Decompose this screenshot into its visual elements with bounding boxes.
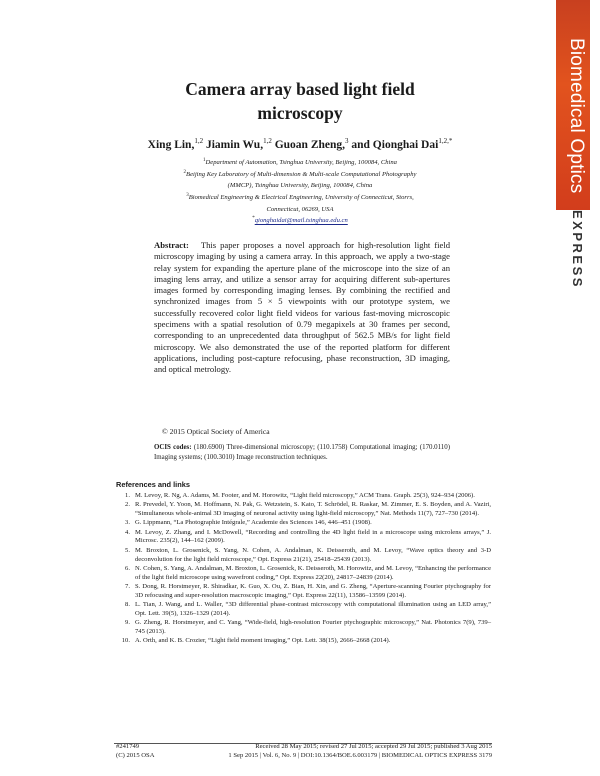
copyright-notice: © 2015 Optical Society of America — [162, 427, 270, 436]
author-name: and Qionghai Dai — [351, 138, 439, 151]
journal-subtitle: EXPRESS — [570, 210, 585, 289]
manuscript-id: #241749 — [116, 743, 140, 750]
affiliation-list — [140, 156, 460, 226]
author-list — [120, 137, 480, 151]
author-name: Guoan Zheng, — [274, 138, 346, 151]
author-name: Xing Lin, — [147, 138, 195, 151]
reference-item: 8. L. Tian, J. Wang, and L. Waller, “3D differential phase-contrast microscopy with computational illumination using an LED array,” Opt. Lett. 39(5), 1326–1329 (2014). — [125, 600, 491, 617]
ocis-text: (180.6900) Three-dimensional microscopy; (110.1758) Computational imaging; (170.0110) Imaging systems; (100.3010) Image reconstruction techniques. — [154, 444, 450, 461]
reference-item: 1. M. Levoy, R. Ng, A. Adams, M. Footer, and M. Horowitz, “Light field microscopy,” ACM Trans. Graph. 25(3), 924–934 (2006). — [125, 492, 475, 499]
reference-item: 4. M. Levoy, Z. Zhang, and I. McDowell, “Recording and controlling the 4D light field in a microscope using microlens arrays,” J. Microsc. 235(2), 144–162 (2009). — [125, 528, 491, 545]
affiliation-line: $^2$Beijing Key Laboratory of Multi-dimension & Multi-scale Computational Photography — [183, 169, 417, 178]
affiliation-line: (MMCP), Tsinghua University, Beijing, 100084, China — [227, 182, 373, 190]
reference-item: 7. S. Dong, R. Horstmeyer, R. Shiradkar, K. Guo, X. Ou, Z. Bian, H. Xin, and G. Zheng, “Aperture-scanning Fourier ptychography for 3D refocusing and super-resolution macroscopic imaging,” Opt. Express 22(11), 13586–13599 (2014). — [125, 582, 491, 599]
abstract-text: This paper proposes a novel approach for high-resolution light field microscopy imaging by using a camera array. In this approach, we apply a two-stage relay system for expanding the aperture plane of the microscope into the size of an imaging lens array, and utilize a sensor array for acquiring different sub-apertures images formed by corresponding imaging lenses. By combining the rectified and synchronized images from 5 × 5 viewpoints with our prototype system, we successfully recovered color light field videos for various fast-moving microscopic specimens with a spatial resolution of 0.79 megapixels at 30 frames per second, corresponding to an unprecedented data throughput of 562.5 MB/s for light field microscopy. We also demonstrated the use of the reported platform for different applications, including post-capture refocusing, phase reconstruction, 3D imaging, and optical metrology. — [154, 240, 450, 375]
author-name: Jiamin Wu, — [205, 138, 264, 151]
reference-item: 5. M. Broxton, L. Grosenick, S. Yang, N. Cohen, A. Andalman, K. Deisseroth, and M. Levoy, “Wave optics theory and 3-D deconvolution for the light field microscope,” Opt. Express 21(21), 25418–25439 (2013). — [125, 546, 491, 563]
author-affiliation-mark: 1,2 — [194, 137, 204, 145]
ocis-codes — [154, 443, 450, 462]
email-link[interactable]: qionghaidai@mail.tsinghua.edu.cn — [254, 217, 348, 225]
reference-list — [116, 492, 491, 646]
abstract — [154, 240, 450, 376]
publication-dates: Received 28 May 2015; revised 27 Jul 2015; accepted 29 Jul 2015; published 3 Aug 2015 — [255, 743, 492, 750]
journal-name: Biomedical Optics — [566, 38, 587, 194]
reference-item: 6. N. Cohen, S. Yang, A. Andalman, M. Broxton, L. Grosenick, K. Deisseroth, M. Horowitz, and M. Levoy, “Enhancing the performance of the light field microscope using wavefront coding,” Opt. Express 22(20), 24817–24839 (2014). — [125, 564, 491, 581]
paper-title — [150, 77, 450, 125]
corresponding-email: *qionghaidai@mail.tsinghua.edu.cn — [252, 216, 348, 225]
author-affiliation-mark: 1,2 — [263, 137, 272, 145]
affiliation-line: Connecticut, 06269, USA — [266, 205, 334, 213]
citation-line: 1 Sep 2015 | Vol. 6, No. 9 | DOI:10.1364/BOE.6.003179 | BIOMEDICAL OPTICS EXPRESS 3179 — [228, 752, 492, 759]
reference-item: 2. R. Prevedel, Y. Yoon, M. Hoffmann, N. Pak, G. Wetzstein, S. Kato, T. Schrödel, R. Raskar, M. Zimmer, E. S. Boyden, and A. Vaziri, “Simultaneous whole-animal 3D imaging of neuronal activity using light-field microscopy,” Nat. Methods 11(7), 727–730 (2014). — [125, 501, 491, 518]
affiliation-line: $^3$Biomedical Engineering & Electrical Engineering, University of Connecticut, Storrs, — [186, 193, 414, 202]
footer-right — [226, 742, 492, 760]
journal-banner — [556, 0, 590, 300]
author-affiliation-mark: 3 — [345, 137, 349, 145]
references-heading: References and links — [116, 480, 190, 489]
reference-item: 10. A. Orth, and K. B. Crozier, “Light field moment imaging,” Opt. Lett. 38(15), 2666–2668 (2014). — [121, 637, 391, 645]
affiliation-line: $^1$Department of Automation, Tsinghua University, Beijing, 100084, China — [203, 158, 397, 167]
footer-left — [116, 742, 236, 760]
paper-title-line1: Camera array based light field — [185, 79, 415, 99]
abstract-label: Abstract: — [154, 240, 189, 250]
reference-item: 9. G. Zheng, R. Horstmeyer, and C. Yang, “Wide-field, high-resolution Fourier ptychographic microscopy,” Nat. Photonics 7(9), 739–745 (2013). — [125, 619, 491, 635]
paper-title-line2: microscopy — [257, 103, 343, 123]
reference-item: 3. G. Lippmann, “La Photographie Intégrale,” Academie des Sciences 146, 446–451 (1908). — [125, 519, 372, 527]
footer-copyright: (C) 2015 OSA — [116, 752, 155, 759]
ocis-label: OCIS codes: — [154, 444, 192, 451]
author-affiliation-mark: 1,2,* — [438, 137, 453, 145]
